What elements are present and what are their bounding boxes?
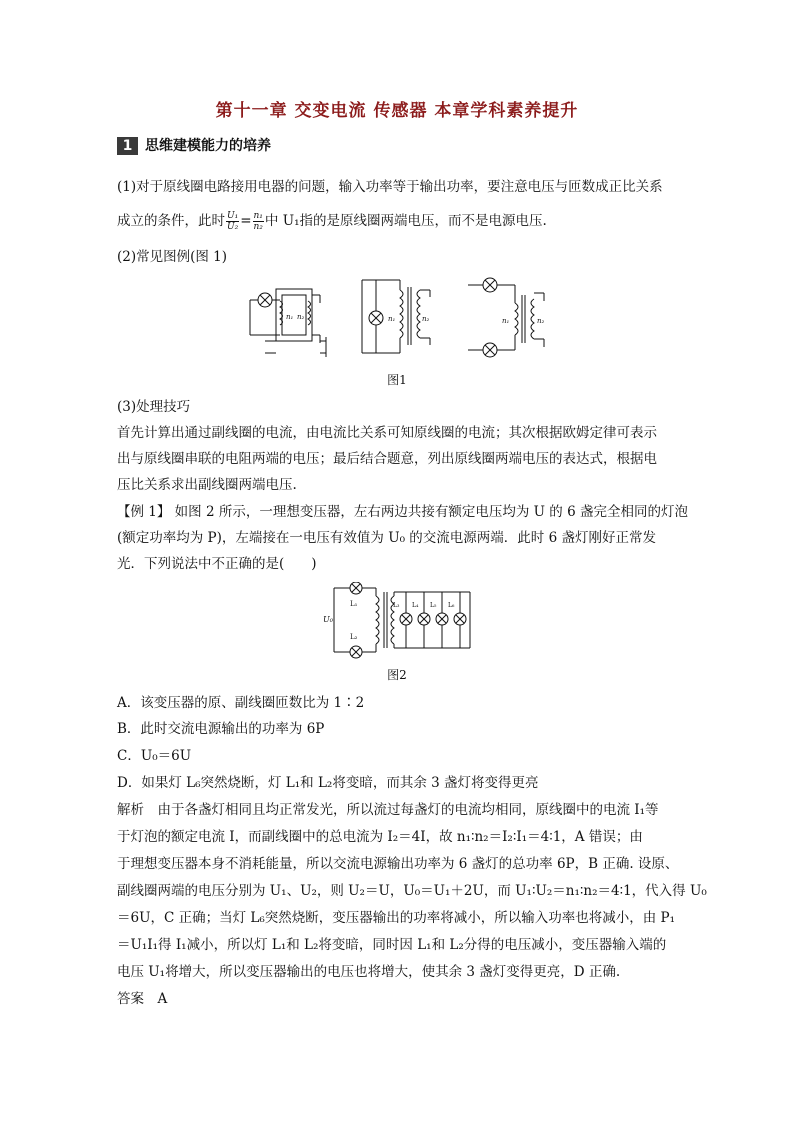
turns-ratio-fraction	[253, 211, 264, 232]
section-title: 思维建模能力的培养	[145, 138, 271, 154]
paragraph-1-text-a: 成立的条件，此时	[117, 213, 225, 229]
option-b: B．此时交流电源输出的功率为 6P	[117, 721, 325, 737]
chapter-title: 第十一章 交变电流 传感器 本章学科素养提升	[215, 101, 579, 121]
equals-sign: =	[240, 213, 252, 229]
paragraph-1-line-2	[117, 208, 687, 235]
analysis-line-7: 电压 U₁将增大，所以变压器输出的电压也将增大，使其余 3 盏灯变得更亮，D 正确.	[117, 964, 621, 980]
figure-1-diagram-c	[468, 278, 545, 357]
fig1-b-n1-label: n₁	[388, 315, 396, 323]
section-number-badge: 1	[117, 137, 138, 155]
figure-2-caption: 图2	[387, 668, 407, 682]
fig2-lamp-l1-label: L₁	[350, 600, 358, 608]
figure-1-diagram-a	[250, 289, 326, 357]
figure-1-diagram-b	[362, 280, 430, 353]
analysis-line-3: 于理想变压器本身不消耗能量，所以交流电源输出功率为 6 盏灯的总功率 6P，B 正确. 设原、	[117, 856, 679, 872]
example-line-3: 光．下列说法中不正确的是( )	[117, 556, 317, 572]
figure-2-circuit-diagram	[320, 582, 480, 660]
analysis-line-6: ＝U₁I₁得 I₁减小，所以灯 L₁和 L₂将变暗，同时因 L₁和 L₂分得的电压减小，变压器输入端的	[117, 937, 667, 953]
fraction-2-numerator: n₁	[253, 211, 263, 221]
option-a: A．该变压器的原、副线圈匝数比为 1∶2	[117, 695, 365, 711]
example-line-1: 【例 1】 如图 2 所示，一理想变压器，左右两边共接有额定电压均为 U 的 6 盏完全相同的灯泡	[117, 504, 688, 520]
paragraph-1-text-b: 中 U₁指的是原线圈两端电压，而不是电源电压.	[264, 213, 547, 229]
fig2-source-voltage-label: U₀	[323, 615, 333, 624]
fig1-c-n1-label: n₁	[502, 317, 510, 325]
fraction-2-denominator: n₂	[253, 222, 263, 232]
example-line-2: (额定功率均为 P)，左端接在一电压有效值为 U₀ 的交流电源两端．此时 6 盏灯刚好正常发	[117, 530, 656, 546]
voltage-ratio-fraction	[226, 211, 239, 232]
figure-1-caption: 图1	[387, 373, 407, 387]
paragraph-1-line-1: (1)对于原线圈电路接用电器的问题，输入功率等于输出功率，要注意电压与匝数成正比关系	[117, 179, 663, 195]
analysis-line-1: 解析 由于各盏灯相同且均正常发光，所以流过每盏灯的电流均相同，原线圈中的电流 I₁等	[117, 802, 659, 818]
figure-1-transformer-diagrams	[240, 275, 560, 370]
fig2-lamp-l4-label: L₄	[412, 602, 419, 609]
fraction-1-denominator: U₂	[227, 222, 239, 232]
fig1-b-n2-label: n₂	[422, 315, 430, 323]
option-c: C．U₀＝6U	[117, 748, 192, 764]
analysis-line-5: ＝6U，C 正确；当灯 L₆突然烧断，变压器输出的功率将减小，所以输入功率也将减小，由 P₁	[117, 910, 676, 926]
analysis-line-4: 副线圈两端的电压分别为 U₁、U₂，则 U₂＝U，U₀＝U₁＋2U，而 U₁∶U₂＝n₁∶n₂＝4∶1，代入得 U₀	[117, 883, 707, 899]
fig2-lamp-l2-label: L₂	[350, 633, 358, 641]
paragraph-3-line-3: 压比关系求出副线圈两端电压.	[117, 477, 297, 493]
fig2-lamp-l6-label: L₆	[448, 602, 455, 609]
paragraph-2: (2)常见图例(图 1)	[117, 249, 228, 265]
paragraph-3-line-2: 出与原线圈串联的电阻两端的电压；最后结合题意，列出原线圈两端电压的表达式，根据电	[117, 451, 657, 467]
paragraph-3-line-1: 首先计算出通过副线圈的电流，由电流比关系可知原线圈的电流；其次根据欧姆定律可表示	[117, 425, 657, 441]
paragraph-3-heading: (3)处理技巧	[117, 399, 191, 415]
fig1-a-n2-label: n₂	[297, 313, 305, 321]
fig2-lamp-l3-label: L₃	[393, 602, 400, 609]
analysis-line-2: 于灯泡的额定电流 I，而副线圈中的总电流为 I₂＝4I，故 n₁∶n₂＝I₂∶I₁＝4∶1，A 错误；由	[117, 829, 643, 845]
fig2-lamp-l5-label: L₅	[430, 602, 437, 609]
option-d: D．如果灯 L₆突然烧断，灯 L₁和 L₂将变暗，而其余 3 盏灯将变得更亮	[117, 775, 539, 791]
answer: 答案 A	[117, 991, 168, 1007]
fig1-a-n1-label: n₁	[286, 313, 294, 321]
fraction-1-numerator: U₁	[227, 211, 239, 221]
fig1-c-n2-label: n₂	[537, 317, 545, 325]
